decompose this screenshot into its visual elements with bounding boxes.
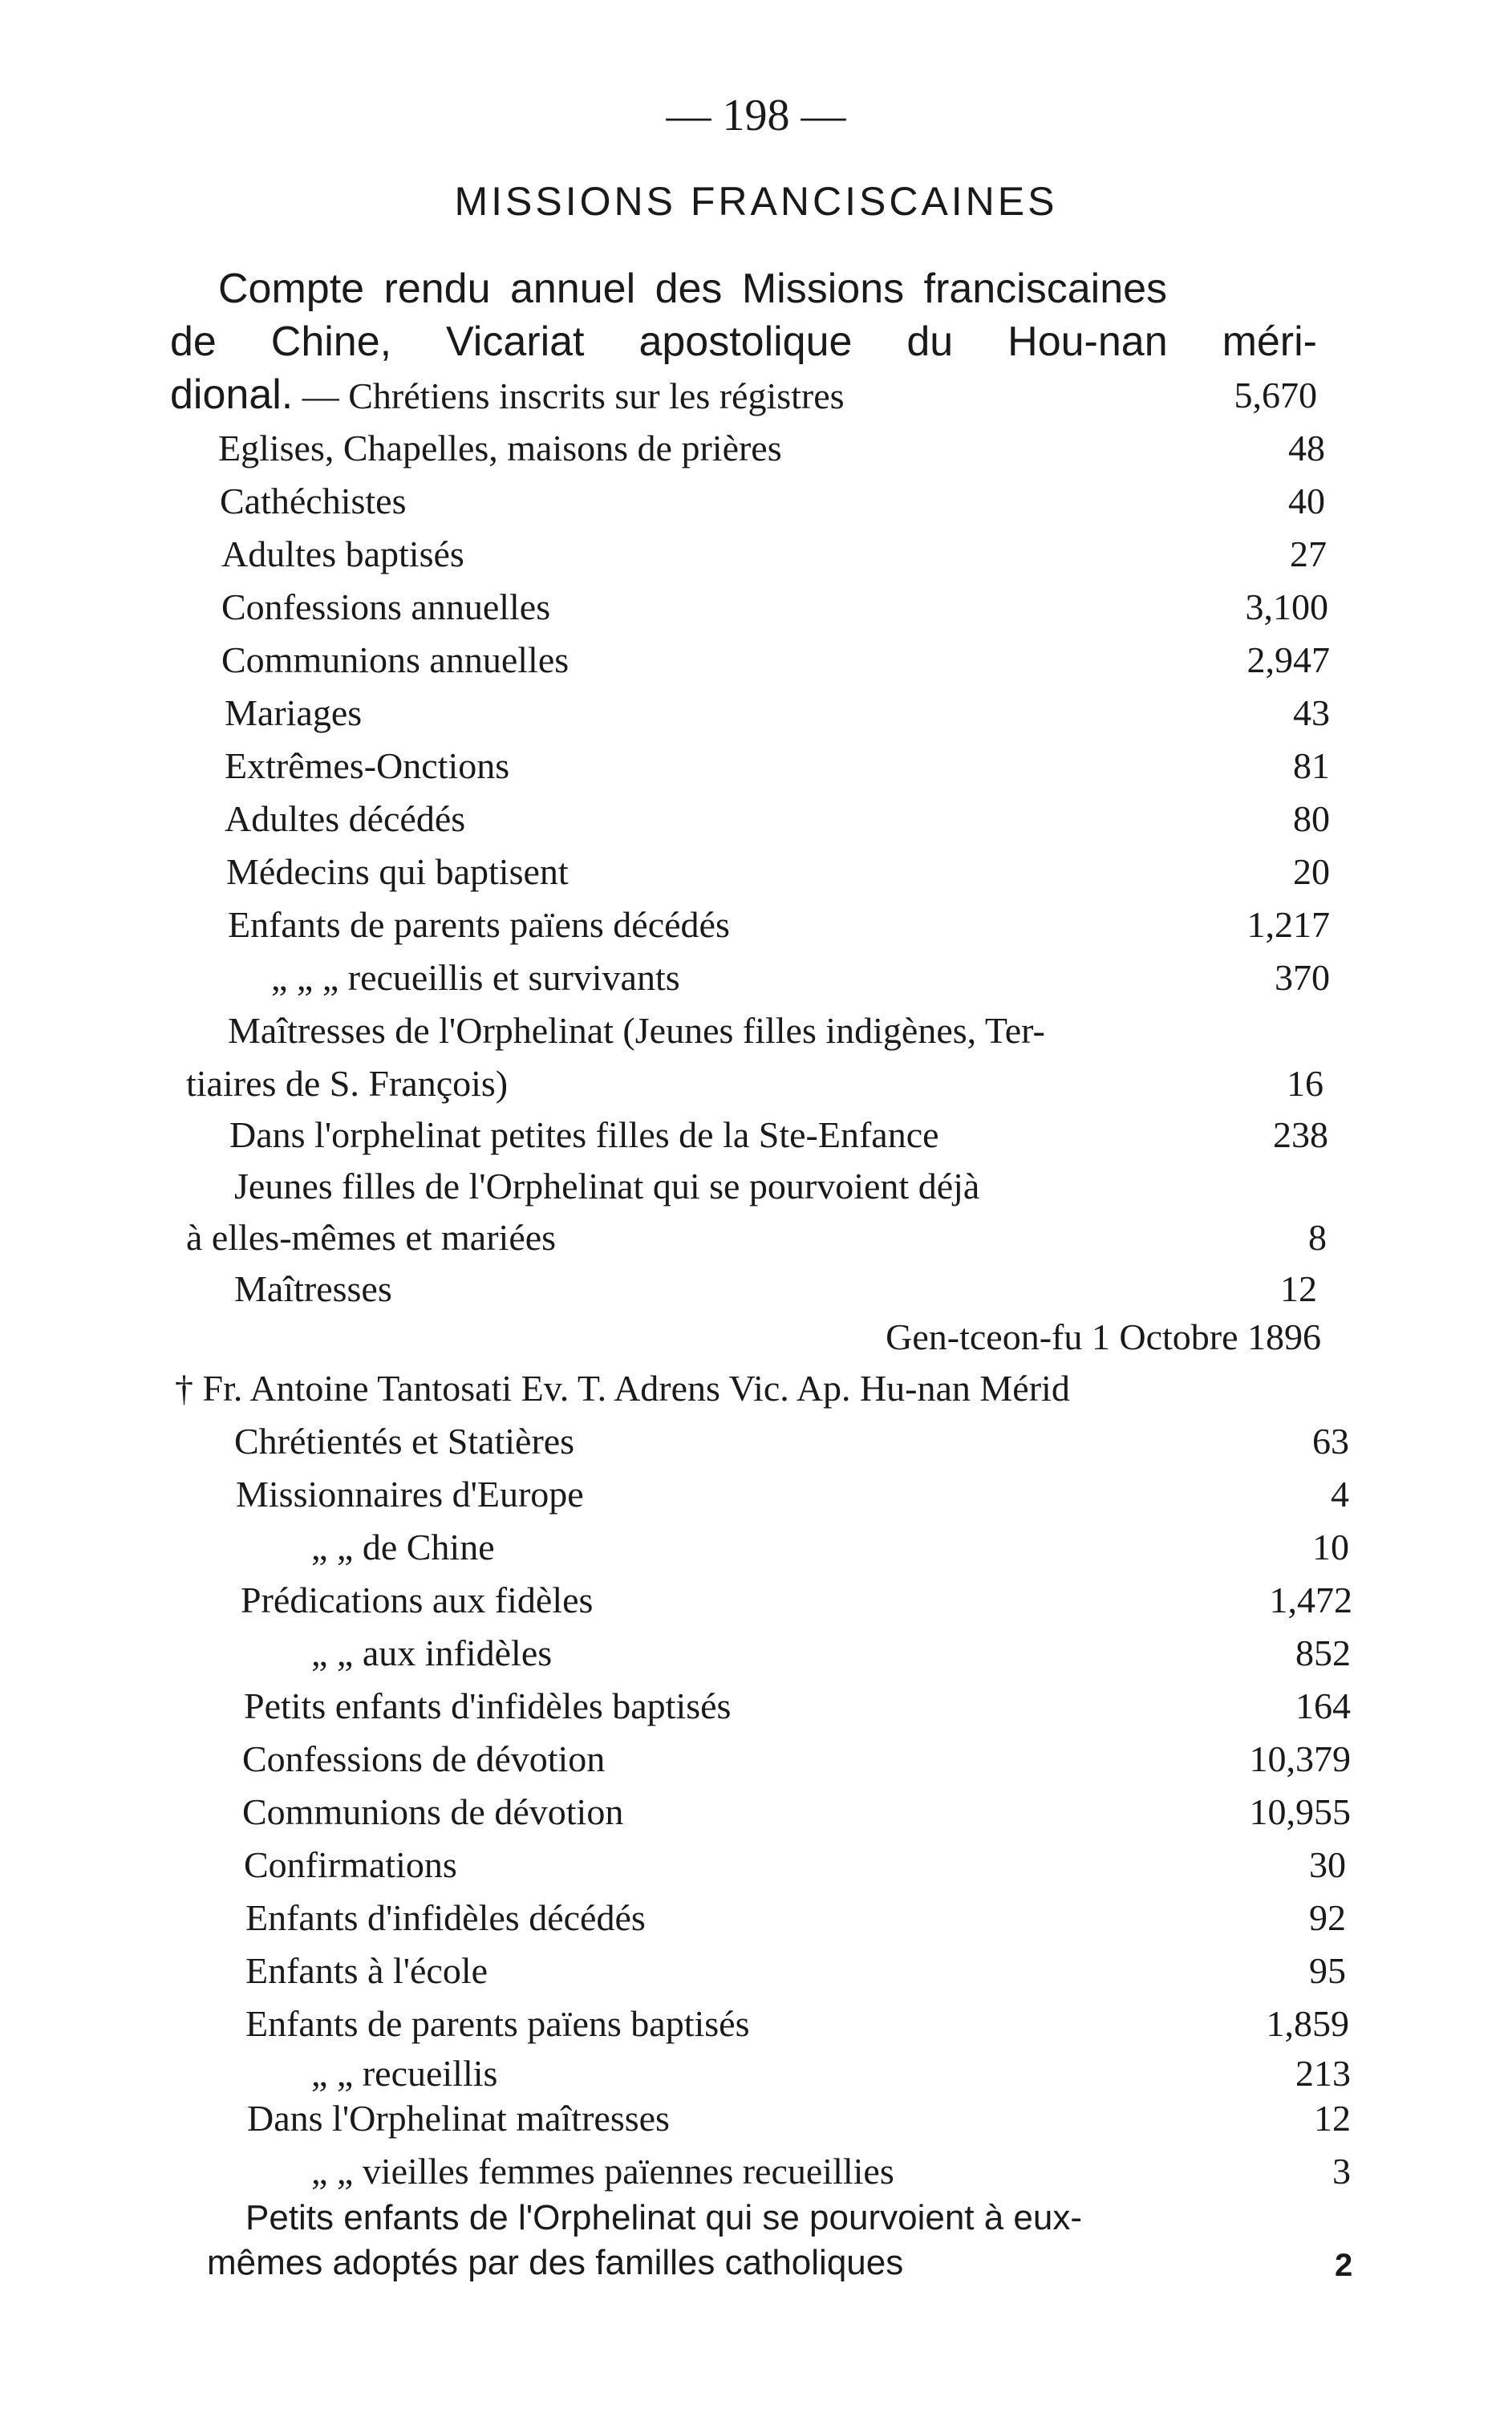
row-label: Communions de dévotion (242, 1791, 624, 1832)
row-label: Eglises, Chapelles, maisons de prières (218, 428, 782, 468)
table-row (271, 956, 1330, 1004)
row-label: Maîtresses (234, 1268, 392, 1309)
table-row (225, 744, 1330, 793)
table-row (245, 1896, 1346, 1945)
row-label: Confessions annuelles (221, 586, 551, 627)
young-girls-line-1: Jeunes filles de l'Orphelinat qui se pourvoient déjà (234, 1166, 980, 1206)
table-row (228, 903, 1330, 951)
row-label: Petits enfants d'infidèles baptisés (244, 1685, 732, 1726)
table-row (221, 639, 1330, 687)
row-value: 213 (1295, 2053, 1351, 2094)
signature: † Fr. Antoine Tantosati Ev. T. Adrens Vic. Ap. Hu-nan Mérid (175, 1368, 1070, 1409)
intro-line-1: Compte rendu annuel des Missions franciscaines (218, 266, 1168, 312)
intro-line-3-label: — Chrétiens inscrits sur les régistres (293, 375, 845, 416)
row-value: 238 (1273, 1114, 1328, 1155)
row-value: 164 (1295, 1685, 1351, 1726)
row-label: Enfants de parents païens décédés (228, 904, 730, 945)
row-label: „ „ aux infidèles (311, 1632, 553, 1673)
table-row (236, 1473, 1349, 1521)
small-children-line-1: Petits enfants de l'Orphelinat qui se pourvoient à eux- (245, 2198, 1083, 2237)
table-row (311, 1632, 1351, 1680)
row-value: 1,472 (1269, 1580, 1352, 1620)
table-row (247, 2097, 1351, 2145)
row-label: „ „ „ recueillis et survivants (271, 957, 680, 998)
table-row (244, 1685, 1351, 1733)
row-value: 92 (1309, 1897, 1346, 1938)
table-row (311, 2150, 1351, 2198)
table-row (241, 1579, 1352, 1627)
intro-line-3 (170, 371, 1317, 419)
table-row (226, 850, 1330, 898)
dateline: Gen-tceon-fu 1 Octobre 1896 (886, 1316, 1321, 1357)
row-value: 3 (1332, 2151, 1351, 2192)
table-row (244, 1843, 1346, 1892)
table-row (242, 1790, 1351, 1839)
row-label: Enfants de parents païens baptisés (245, 2003, 750, 2044)
row-value: 852 (1295, 1632, 1351, 1673)
row-label: à elles-mêmes et mariées (186, 1217, 557, 1258)
table-row (311, 2052, 1351, 2100)
orphanage-mistresses-line-1: Maîtresses de l'Orphelinat (Jeunes filles indigènes, Ter- (228, 1010, 1045, 1051)
row-value: 80 (1293, 798, 1330, 839)
row-label: Adultes décédés (225, 798, 466, 839)
row-value: 95 (1309, 1950, 1346, 1991)
row-label: Confirmations (244, 1844, 457, 1885)
row-label: Extrêmes-Onctions (225, 745, 510, 786)
row-label: Communions annuelles (221, 639, 570, 680)
intro-line-3-value: 5,670 (1234, 375, 1317, 416)
row-value: 10,379 (1249, 1738, 1351, 1779)
row-value: 10,955 (1249, 1791, 1351, 1832)
row-value: 2,947 (1246, 639, 1330, 680)
row-value: 12 (1280, 1268, 1317, 1309)
table-row (229, 1113, 1328, 1162)
row-value: 20 (1293, 851, 1330, 892)
small-children-line-2: mêmes adoptés par des familles catholiques (207, 2243, 904, 2282)
section-heading: MISSIONS FRANCISCAINES (454, 179, 1058, 224)
table-row (225, 691, 1330, 740)
small-children-value: 2 (1335, 2248, 1353, 2283)
row-value: 30 (1309, 1844, 1346, 1885)
row-label: Chrétientés et Statières (234, 1421, 575, 1462)
row-label: Dans l'orphelinat petites filles de la Ste-Enfance (229, 1114, 939, 1155)
row-value: 16 (1287, 1063, 1324, 1104)
row-value: 81 (1293, 745, 1330, 786)
table-row (186, 1062, 1324, 1110)
row-value: 8 (1308, 1217, 1327, 1258)
table-row (186, 1216, 1327, 1264)
row-value: 10 (1312, 1527, 1349, 1567)
table-row (220, 480, 1325, 528)
table-row (234, 1267, 1317, 1316)
table-row (311, 1526, 1349, 1574)
table-row (242, 1738, 1351, 1786)
row-label: Confessions de dévotion (242, 1738, 606, 1779)
row-label: „ „ recueillis (311, 2053, 498, 2094)
row-label: Prédications aux fidèles (241, 1580, 594, 1620)
row-value: 40 (1288, 481, 1325, 521)
row-label: „ „ de Chine (311, 1527, 495, 1567)
table-row (221, 533, 1327, 581)
row-value: 3,100 (1245, 586, 1328, 627)
row-value: 27 (1290, 533, 1327, 574)
table-row (218, 427, 1325, 475)
row-value: 43 (1293, 692, 1330, 733)
row-label: Cathéchistes (220, 481, 407, 521)
intro-line-3-lead: dional. (170, 371, 294, 418)
row-value: 1,859 (1266, 2003, 1349, 2044)
page-number: — 198 — (666, 91, 846, 140)
row-value: 1,217 (1246, 904, 1330, 945)
table-row (245, 2002, 1349, 2050)
table-row (221, 586, 1328, 634)
row-label: Dans l'Orphelinat maîtresses (247, 2098, 670, 2139)
table-row (234, 1420, 1349, 1468)
row-label: tiaires de S. François) (186, 1063, 509, 1104)
row-value: 63 (1312, 1421, 1349, 1462)
row-value: 12 (1314, 2098, 1351, 2139)
table-row (245, 1949, 1346, 1997)
intro-line-2: de Chine, Vicariat apostolique du Hou-nan méri- (170, 318, 1317, 365)
row-label: Mariages (225, 692, 363, 733)
row-label: Adultes baptisés (221, 533, 464, 574)
row-label: „ „ vieilles femmes païennes recueillies (311, 2151, 894, 2192)
row-label: Enfants d'infidèles décédés (245, 1897, 646, 1938)
row-label: Médecins qui baptisent (226, 851, 569, 892)
row-value: 4 (1331, 1474, 1349, 1515)
row-label: Enfants à l'école (245, 1950, 488, 1991)
row-value: 48 (1288, 428, 1325, 468)
table-row (225, 797, 1330, 846)
row-label: Missionnaires d'Europe (236, 1474, 584, 1515)
row-value: 370 (1275, 957, 1330, 998)
